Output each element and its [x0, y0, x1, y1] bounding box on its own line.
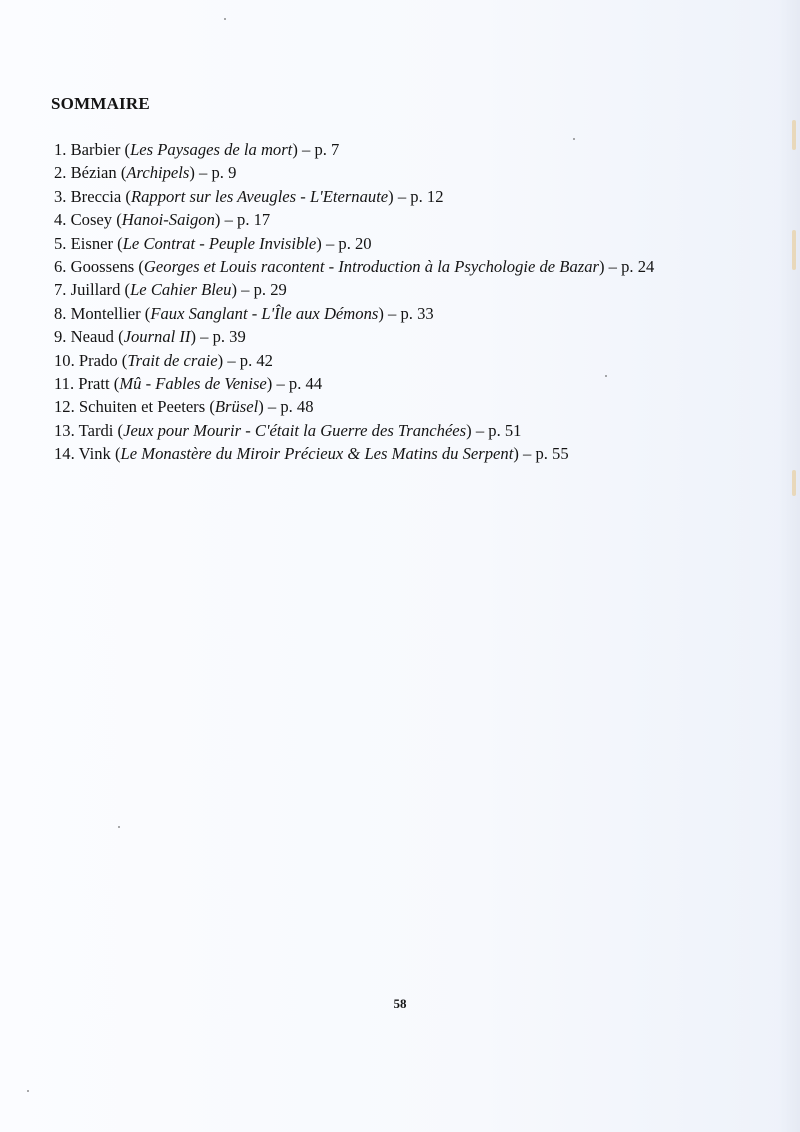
- entry-number: 14.: [54, 444, 75, 464]
- entry-author: Prado: [78, 350, 118, 370]
- entry-number: 2.: [54, 163, 67, 183]
- entry-author: Montellier: [70, 303, 141, 323]
- entry-number: 9.: [54, 327, 67, 347]
- entry-page: p. 9: [211, 163, 237, 183]
- toc-entry: 6. Goossens (Georges et Louis racontent - Introduction à la Psychologie de Bazar) – p. 24: [54, 257, 655, 277]
- entry-page: p. 42: [239, 350, 273, 370]
- entry-works: Trait de craie: [127, 350, 218, 370]
- entry-works: Les Paysages de la mort: [130, 140, 293, 159]
- entry-author: Goossens: [70, 257, 135, 277]
- entry-number: 12.: [54, 397, 75, 417]
- toc-entry: 5. Eisner (Le Contrat - Peuple Invisible) – p. 20: [54, 233, 372, 253]
- toc-entry: 2. Bézian (Archipels) – p. 9: [54, 163, 237, 183]
- toc-entry: 3. Breccia (Rapport sur les Aveugles - L'Eternaute) – p. 12: [54, 186, 444, 206]
- entry-number: 8.: [54, 303, 67, 323]
- toc-entry: 4. Cosey (Hanoi-Saigon) – p. 17: [54, 210, 271, 230]
- page-edge-mark: [792, 470, 796, 496]
- entry-number: 5.: [54, 233, 67, 253]
- entry-number: 11.: [54, 374, 75, 394]
- entry-author: Bézian: [70, 163, 117, 183]
- entry-works: Le Cahier Bleu: [130, 280, 232, 300]
- entry-works: Faux Sanglant - L'Île aux Démons: [150, 303, 379, 323]
- page-edge-mark: [792, 230, 796, 270]
- entry-author: Eisner: [70, 233, 114, 253]
- entry-works: Rapport sur les Aveugles - L'Eternaute: [130, 186, 389, 206]
- entry-works: Le Monastère du Miroir Précieux & Les Matins du Serpent: [120, 444, 514, 464]
- entry-author: Breccia: [70, 186, 122, 206]
- entry-works: Georges et Louis racontent - Introduction à la Psychologie de Bazar: [143, 257, 599, 277]
- entry-page: p. 20: [338, 233, 372, 253]
- section-title: SOMMAIRE: [51, 94, 150, 113]
- entry-works: Archipels: [126, 163, 190, 183]
- toc-entry: 14. Vink (Le Monastère du Miroir Précieux & Les Matins du Serpent) – p. 55: [54, 444, 569, 464]
- page-edge-shadow: [778, 0, 800, 1132]
- entry-author: Schuiten et Peeters: [78, 397, 206, 417]
- toc-entry: 8. Montellier (Faux Sanglant - L'Île aux Démons) – p. 33: [54, 303, 434, 323]
- entry-works: Mû - Fables de Venise: [119, 374, 267, 394]
- entry-number: 3.: [54, 186, 67, 206]
- entry-page: p. 39: [212, 327, 246, 347]
- entry-page: p. 33: [400, 303, 434, 323]
- entry-page: p. 24: [621, 257, 655, 277]
- toc-entry: 12. Schuiten et Peeters (Brüsel) – p. 48: [54, 397, 314, 417]
- toc-entry: 7. Juillard (Le Cahier Bleu) – p. 29: [54, 280, 287, 300]
- entry-author: Barbier: [70, 140, 121, 159]
- entry-page: p. 44: [288, 374, 323, 394]
- page-edge-mark: [792, 120, 796, 150]
- table-of-contents: [54, 138, 714, 466]
- speck: [27, 1090, 29, 1092]
- entry-author: Neaud: [70, 327, 114, 347]
- entry-number: 4.: [54, 210, 67, 230]
- entry-author: Vink: [78, 444, 111, 464]
- entry-works: Hanoi-Saigon: [121, 210, 215, 230]
- entry-page: p. 48: [280, 397, 314, 417]
- entry-works: Jeux pour Mourir - C'était la Guerre des Tranchées: [123, 420, 467, 440]
- entry-works: Journal II: [123, 327, 191, 347]
- entry-page: p. 17: [237, 210, 271, 230]
- entry-page: p. 55: [535, 444, 569, 464]
- entry-page: p. 29: [253, 280, 287, 300]
- entry-number: 10.: [54, 350, 75, 370]
- speck: [224, 18, 226, 20]
- entry-number: 1.: [54, 140, 67, 159]
- entry-author: Juillard: [70, 280, 121, 300]
- entry-page: p. 12: [410, 186, 444, 206]
- entry-works: Le Contrat - Peuple Invisible: [122, 233, 317, 253]
- toc-entry: 13. Tardi (Jeux pour Mourir - C'était la Guerre des Tranchées) – p. 51: [54, 420, 522, 440]
- toc-entry: 11. Pratt (Mû - Fables de Venise) – p. 44: [54, 374, 323, 394]
- entry-works: Brüsel: [214, 397, 259, 417]
- speck: [118, 826, 120, 828]
- toc-entry: 10. Prado (Trait de craie) – p. 42: [54, 350, 273, 370]
- entry-number: 6.: [54, 257, 67, 277]
- entry-number: 7.: [54, 280, 67, 300]
- page-number: 58: [393, 996, 407, 1011]
- entry-number: 13.: [54, 420, 75, 440]
- entry-page: p. 7: [314, 140, 340, 159]
- toc-entry: 1. Barbier (Les Paysages de la mort) – p. 7: [54, 140, 340, 159]
- entry-page: p. 51: [488, 420, 522, 440]
- entry-author: Tardi: [78, 420, 114, 440]
- entry-author: Cosey: [70, 210, 113, 230]
- toc-entry: 9. Neaud (Journal II) – p. 39: [54, 327, 246, 347]
- entry-author: Pratt: [78, 374, 110, 394]
